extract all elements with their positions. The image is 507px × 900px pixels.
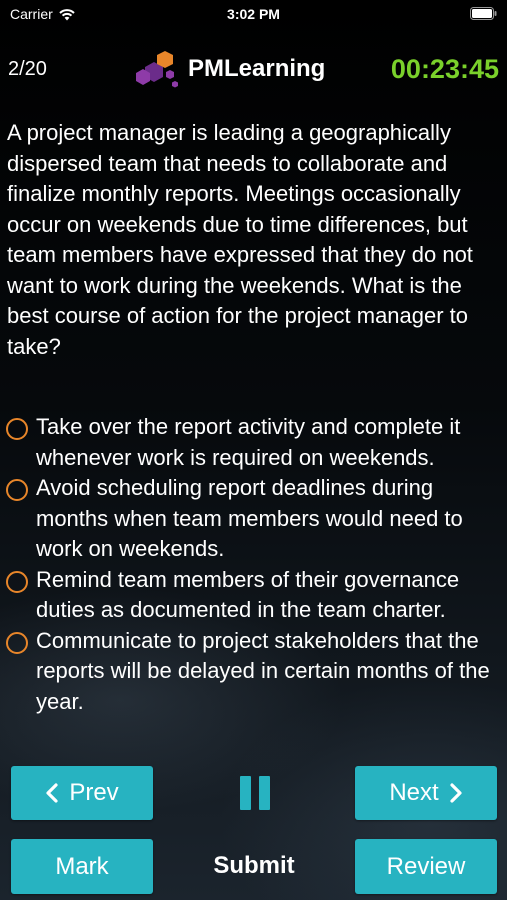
answer-option-label: Avoid scheduling report deadlines during months when team members would need to work on weekends. [36, 475, 463, 561]
pmlearning-logo-icon [132, 46, 182, 92]
question-text: A project manager is leading a geographically dispersed team that needs to collaborate and finalize monthly reports. Meetings occasionally occur on weekends due to time differences, but team members have expressed that they do not want to work during the weekends. What is the best course of action for the project manager to take? [7, 120, 473, 359]
quiz-header [0, 40, 507, 96]
prev-label: Prev [69, 779, 119, 806]
prev-button[interactable] [11, 766, 153, 820]
next-button[interactable] [355, 766, 497, 820]
answer-options [6, 412, 502, 764]
answer-option[interactable] [6, 626, 502, 718]
pause-button[interactable] [240, 776, 270, 810]
status-time: 3:02 PM [227, 6, 280, 22]
brand-name: PMLearning [188, 55, 326, 82]
answer-option-label: Remind team members of their governance duties as documented in the team charter. [36, 566, 460, 622]
radio-icon[interactable] [6, 571, 28, 593]
carrier-label: Carrier [10, 6, 53, 22]
chevron-right-icon [449, 782, 463, 804]
answer-option-label: Take over the report activity and complete it whenever work is required on weekends. [36, 414, 461, 470]
review-button[interactable] [355, 839, 497, 894]
answer-option[interactable] [6, 412, 502, 473]
chevron-left-icon [45, 782, 59, 804]
quiz-timer: 00:23:45 [390, 54, 499, 84]
radio-icon[interactable] [6, 418, 28, 440]
mark-button[interactable] [11, 839, 153, 894]
battery-icon [470, 7, 497, 20]
submit-button[interactable]: Submit [213, 852, 295, 879]
next-label: Next [389, 779, 439, 806]
question-progress: 2/20 [8, 58, 47, 80]
answer-option[interactable] [6, 473, 502, 565]
answer-option[interactable] [6, 565, 502, 626]
status-bar [0, 0, 507, 28]
mark-label: Mark [55, 852, 109, 880]
answer-option-label: Communicate to project stakeholders that the reports will be delayed in certain months of the year. [36, 627, 490, 714]
radio-icon[interactable] [6, 632, 28, 654]
pause-icon [259, 776, 270, 810]
brand [132, 46, 325, 92]
review-label: Review [386, 852, 466, 880]
pause-icon [240, 776, 251, 810]
radio-icon[interactable] [6, 479, 28, 501]
